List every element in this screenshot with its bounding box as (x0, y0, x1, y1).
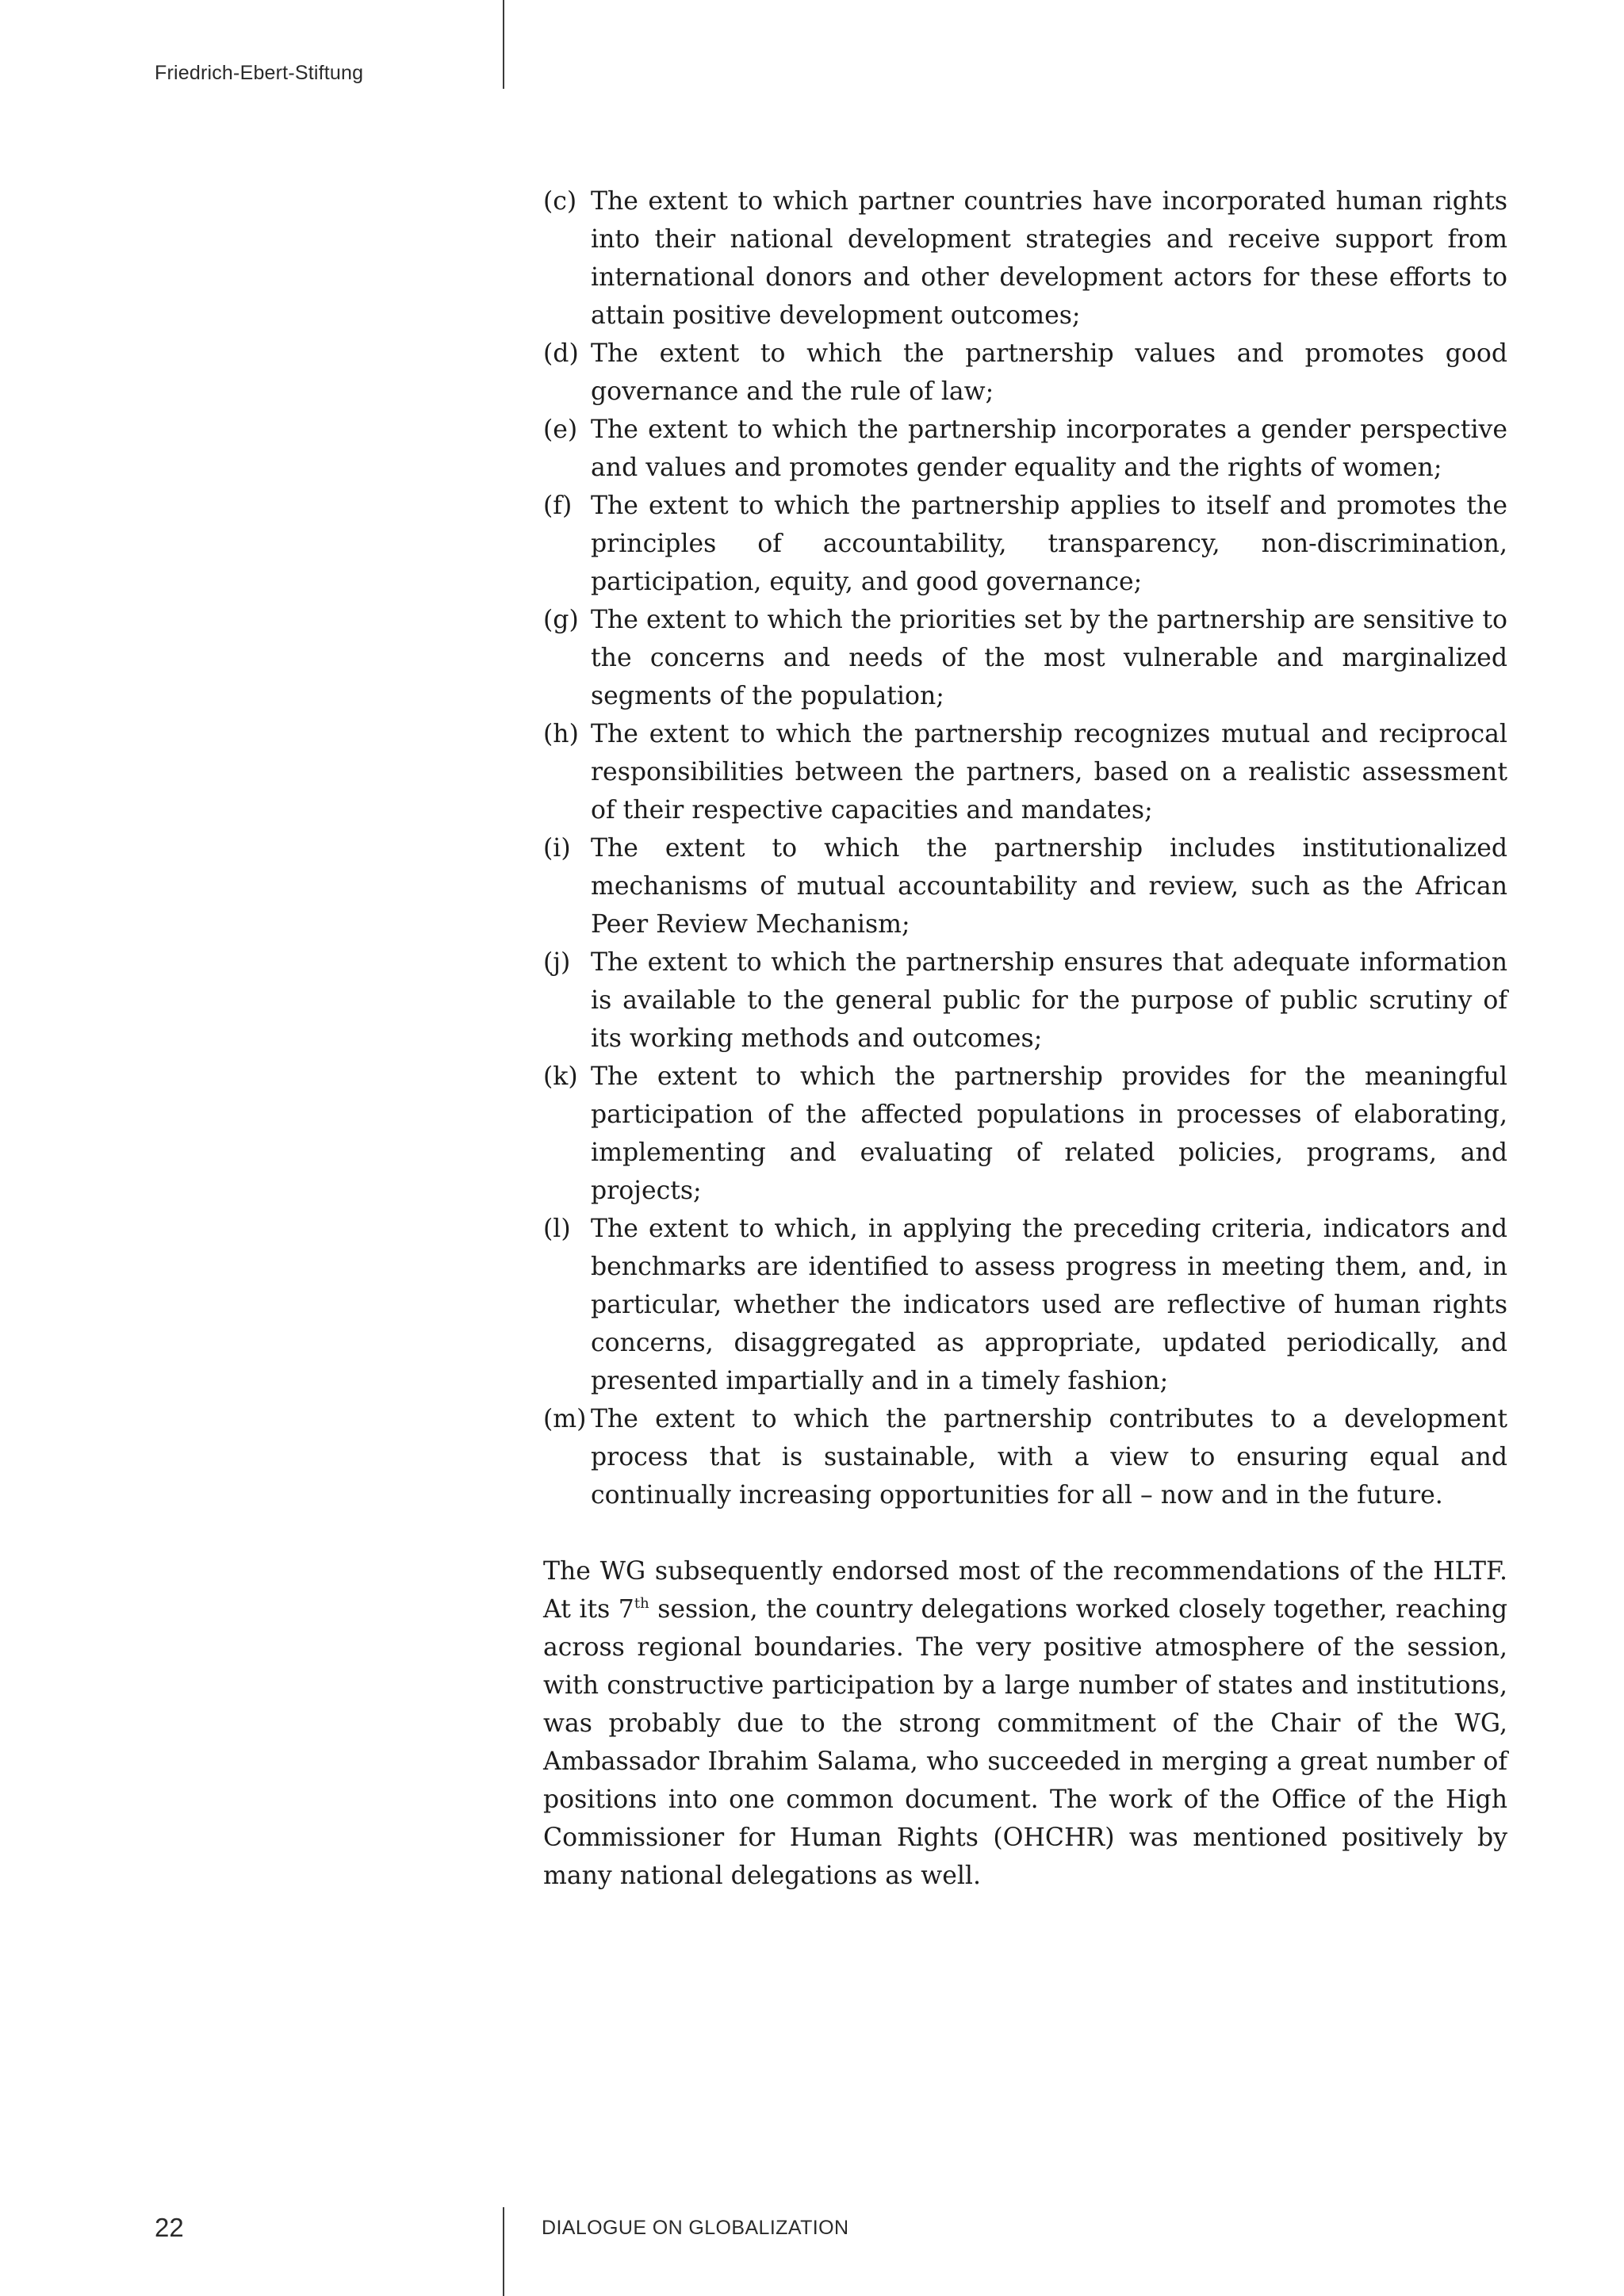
criterion-label: (d) (543, 339, 579, 368)
criterion-k (543, 1058, 1507, 1210)
criterion-text: The extent to which the partnership includes institutionalized mechanisms of mutual accountability and review, such as the African Peer Review Mechanism; (591, 834, 1507, 939)
criterion-e (543, 411, 1507, 487)
main-content (543, 182, 1507, 1895)
header-divider (503, 0, 504, 89)
criterion-text: The extent to which the partnership applies to itself and promotes the principles of accountability, transparency, non-discrimination, participation, equity, and good governance; (591, 492, 1507, 596)
criterion-label: (h) (543, 720, 579, 748)
criteria-list (543, 182, 1507, 1514)
page-number: 22 (155, 2213, 184, 2242)
paragraph-text-part2: session, the country delegations worked closely together, reaching across regional boundaries. The very positive atmosphere of the session, with constructive participation by a large number of states and institutions, was probably due to the strong commitment of the Chair of the WG, Ambassador Ibrahim Salama, who succeeded in merging a great number of positions into one common document. The work of the Office of the High Commissioner for Human Rights (OHCHR) was mentioned positively by many national delegations as well. (543, 1595, 1507, 1890)
criterion-label: (i) (543, 834, 571, 863)
criterion-c (543, 182, 1507, 335)
series-title: DIALOGUE ON GLOBALIZATION (542, 2217, 849, 2239)
criterion-label: (e) (543, 415, 578, 444)
criterion-g (543, 601, 1507, 715)
header-organization: Friedrich-Ebert-Stiftung (155, 62, 364, 84)
criterion-text: The extent to which the partnership ensures that adequate information is available to the general public for the purpose of public scrutiny of its working methods and outcomes; (591, 948, 1507, 1053)
criterion-f (543, 487, 1507, 601)
criterion-text: The extent to which the priorities set by the partnership are sensitive to the concerns and needs of the most vulnerable and marginalized segments of the population; (591, 606, 1507, 710)
criterion-text: The extent to which the partnership values and promotes good governance and the rule of law; (591, 339, 1507, 406)
criterion-l (543, 1210, 1507, 1400)
criterion-label: (l) (543, 1215, 571, 1243)
criterion-text: The extent to which the partnership provides for the meaningful participation of the affected populations in processes of elaborating, implementing and evaluating of related policies, programs, and projects; (591, 1062, 1507, 1205)
ordinal-superscript: th (634, 1595, 649, 1612)
criterion-label: (f) (543, 492, 573, 520)
criterion-label: (j) (543, 948, 571, 977)
criterion-text: The extent to which the partnership recognizes mutual and reciprocal responsibilities between the partners, based on a realistic assessment of their respective capacities and mandates; (591, 720, 1507, 825)
body-paragraph (543, 1552, 1507, 1895)
criterion-label: (g) (543, 606, 579, 634)
criterion-i (543, 829, 1507, 943)
criterion-label: (c) (543, 187, 577, 216)
paragraph-text-part1: The WG subsequently endorsed most of the recommendations of the HLTF. At its 7 (543, 1557, 1507, 1624)
criterion-d (543, 335, 1507, 411)
criterion-label: (m) (543, 1405, 587, 1433)
criterion-h (543, 715, 1507, 829)
criterion-text: The extent to which the partnership contributes to a development process that is sustainable, with a view to ensuring equal and continually increasing opportunities for all – now and in the future. (591, 1405, 1507, 1510)
criterion-m (543, 1400, 1507, 1514)
criterion-text: The extent to which, in applying the preceding criteria, indicators and benchmarks are identified to assess progress in meeting them, and, in particular, whether the indicators used are reflective of human rights concerns, disaggregated as appropriate, updated periodically, and presented impartially and in a timely fashion; (591, 1215, 1507, 1395)
footer-divider (503, 2207, 504, 2296)
criterion-text: The extent to which the partnership incorporates a gender perspective and values and promotes gender equality and the rights of women; (591, 415, 1507, 482)
criterion-j (543, 943, 1507, 1058)
criterion-label: (k) (543, 1062, 578, 1091)
criterion-text: The extent to which partner countries have incorporated human rights into their national development strategies and receive support from international donors and other development actors for these efforts to attain positive development outcomes; (591, 187, 1507, 330)
